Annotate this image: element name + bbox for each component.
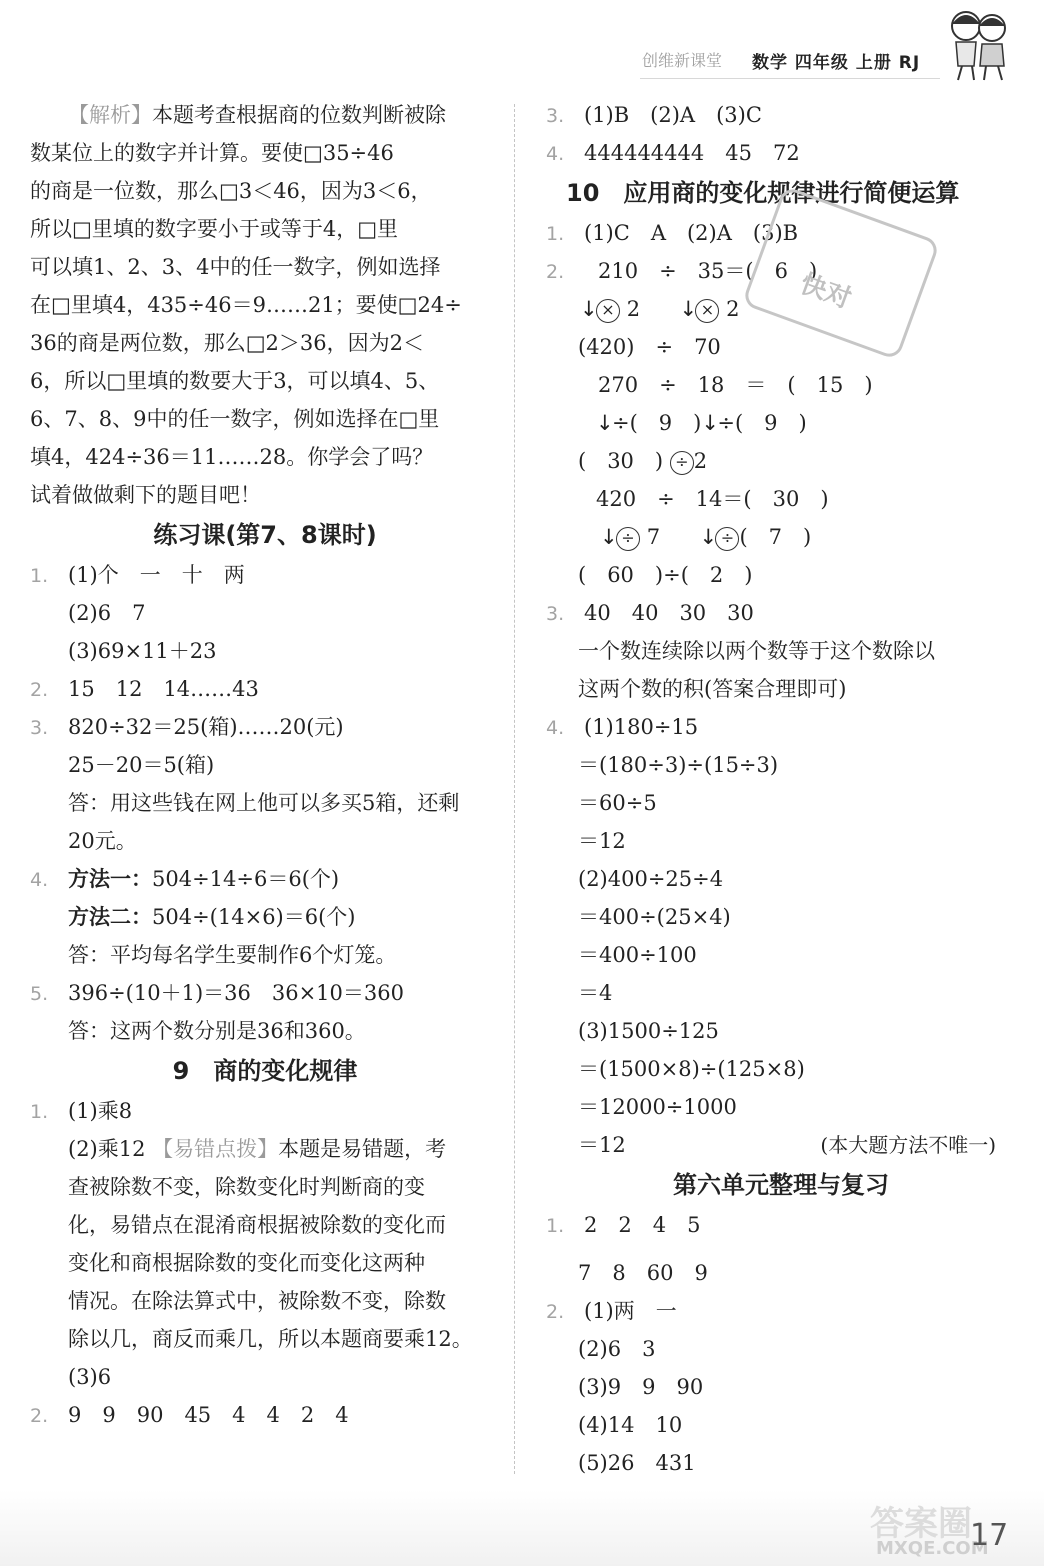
method-label: 方法二：: [68, 904, 152, 929]
page-number: 17: [970, 1518, 1009, 1553]
answer-text: ＝60÷5: [578, 791, 657, 815]
answer-text: ＝12: [578, 1133, 626, 1157]
stamp-text: 快对: [796, 268, 856, 315]
answer-text: 情况。在除法算式中，被除数不变，除数: [68, 1289, 446, 1313]
question-number: 1.: [30, 1101, 49, 1123]
answer-text: 7 8 60 9: [578, 1261, 708, 1285]
answer-text: (2)6 3: [578, 1337, 656, 1361]
question-number: 1.: [546, 1215, 565, 1237]
multiply-circle-icon: ×: [596, 299, 620, 323]
equation-top: 270 ÷ 18 ＝ ( 15 ): [598, 373, 873, 397]
answer-text: (3)9 9 90: [578, 1375, 704, 1399]
equation-top: 210 ÷ 35＝( 6 ): [598, 259, 818, 283]
answer-text: (1)个 一 十 两: [68, 563, 245, 587]
answer-text: 444444444 45 72: [584, 141, 800, 165]
question-number: 2.: [30, 1405, 49, 1427]
down-arrow-icon: ↓: [596, 411, 614, 435]
down-arrow-icon: ↓: [701, 411, 719, 435]
right-column: 3. (1)B (2)A (3)C 4. 444444444 45 72 10 应用商的变化规律进行简便运算 1. (1)C A (2)A (3)B 2. 210 ÷ 35＝( 6 ) ↓ × 2 ↓ × 2 (420) ÷ 70 270 ÷ 18 ＝ ( 15 ) ↓÷( 9 )↓÷( 9 ) ( 30 ) ÷ 2 420 ÷ 14＝( 30 ) ↓ ÷ 7 ↓ ÷ ( 7 ) ( 60 )÷( 2 ) 3. 40 40 30 30 一个数连续除以两个数等于这个数除以 这两个数的积(答案合理即可) 4. (1)180÷15 ＝(180÷3)÷(15÷3) ＝60÷5 ＝12 (2)400÷25÷4 ＝400÷(25×4) ＝400÷100 ＝4 (3)1500÷125 ＝(1500×8)÷(125×8) ＝12000÷1000 ＝12 (本大题方法不唯一) 第六单元整理与复习 1. 2 2 4 5 7 8 60 9 2. (1)两 一 (2)6 3 (3)9 9 90 (4)14 10 (5)26 431: [546, 96, 1016, 1482]
answer-text: 15 12 14……43: [68, 677, 259, 701]
answer-text: 504÷14÷6＝6(个): [152, 867, 340, 891]
answer-text: 这两个数的积(答案合理即可): [578, 677, 847, 701]
answer-text: (3)6: [68, 1365, 112, 1389]
answer-text: 化，易错点在混淆商根据被除数的变化而: [68, 1213, 446, 1237]
answer-text: (1)乘8: [68, 1099, 133, 1123]
question-number: 1.: [30, 565, 49, 587]
answer-text: (5)26 431: [578, 1451, 696, 1475]
answer-text: 除以几，商反而乘几，所以本题商要乘12。: [68, 1327, 473, 1351]
analysis-line: 试着做做剩下的题目吧！: [30, 483, 261, 507]
answer-text: ＝(1500×8)÷(125×8): [578, 1057, 805, 1081]
down-arrow-icon: ↓: [580, 297, 598, 321]
down-arrow-icon: ↓: [600, 525, 618, 549]
method-note: (本大题方法不唯一): [820, 1133, 996, 1157]
answer-text: (2)6 7: [68, 601, 146, 625]
analysis-line: 可以填1、2、3、4中的任一数字，例如选择: [30, 255, 441, 279]
equation-bottom: (420) ÷ 70: [578, 335, 721, 359]
answer-text: 504÷(14×6)＝6(个): [152, 905, 356, 929]
answer-text: (2)400÷25÷4: [578, 867, 724, 891]
answer-text: ＝400÷100: [578, 943, 697, 967]
answer-text: ＝4: [578, 981, 613, 1005]
equation-operators: ↓ × 2 ↓ × 2: [546, 290, 1016, 328]
answer-text: 25－20＝5(箱): [68, 753, 215, 777]
answer-text: ＝12000÷1000: [578, 1095, 737, 1119]
brand-name: 创维新课堂: [642, 51, 723, 70]
answer-text: (3)69×11＋23: [68, 639, 217, 663]
answer-text: (1)B (2)A (3)C: [584, 103, 762, 127]
analysis-line: 36的商是两位数，那么□2＞36，因为2＜: [30, 331, 425, 355]
question-number: 4.: [30, 869, 49, 891]
answer-text: (4)14 10: [578, 1413, 683, 1437]
question-number: 3.: [30, 717, 49, 739]
question-number: 3.: [546, 603, 565, 625]
watermark-url: MXQE.COM: [876, 1538, 989, 1559]
answer-text: 20元。: [68, 829, 137, 853]
section-title: 10 应用商的变化规律进行简便运算: [566, 179, 960, 207]
answer-text: 40 40 30 30: [584, 601, 754, 625]
answer-text: 查被除数不变，除数变化时判断商的变: [68, 1175, 425, 1199]
equation-top: 420 ÷ 14＝( 30 ): [596, 487, 829, 511]
question-number: 3.: [546, 105, 565, 127]
book-info: 数学 四年级 上册 RJ: [752, 53, 921, 73]
question-number: 2.: [546, 1301, 565, 1323]
answer-text: 答：用这些钱在网上他可以多买5箱，还剩: [68, 791, 460, 815]
answer-text: 答：这两个数分别是36和360。: [68, 1019, 366, 1043]
answer-text: ＝(180÷3)÷(15÷3): [578, 753, 779, 777]
analysis-line: 6，所以□里填的数要大于3，可以填4、5、: [30, 369, 440, 393]
answer-text: (1)C A (2)A (3)B: [584, 221, 799, 245]
answer-text: 2 2 4 5: [584, 1213, 701, 1237]
answer-text: (1)180÷15: [584, 715, 699, 739]
equation-operators: ↓÷( 9 )↓÷( 9 ): [546, 404, 1016, 442]
analysis-line: 数某位上的数字并计算。要使□35÷46: [30, 141, 394, 165]
analysis-line: 的商是一位数，那么□3＜46，因为3＜6，: [30, 179, 432, 203]
section-title: 练习课(第7、8课时): [153, 521, 377, 549]
answer-text: ＝12: [578, 829, 626, 853]
method-label: 方法一：: [68, 866, 152, 891]
header-rule: [640, 78, 940, 79]
answer-text: 820÷32＝25(箱)……20(元): [68, 715, 344, 739]
page-header: [0, 0, 1044, 90]
analysis-line: 【解析】本题考查根据商的位数判断被除: [68, 103, 446, 127]
question-number: 1.: [546, 223, 565, 245]
answer-text: (2)乘12: [68, 1137, 153, 1161]
answer-text: 变化和商根据除数的变化而变化这两种: [68, 1251, 425, 1275]
question-number: 2.: [30, 679, 49, 701]
analysis-line: 所以□里填的数字要小于或等于4，□里: [30, 217, 399, 241]
analysis-line: 在□里填4，435÷46＝9……21；要使□24÷: [30, 293, 462, 317]
analysis-tag: 【解析】: [68, 103, 152, 127]
equation-bottom: ( 30 ): [578, 449, 664, 473]
section-title: 9 商的变化规律: [172, 1057, 358, 1085]
divide-circle-icon: ÷: [715, 527, 739, 551]
left-column: 【解析】本题考查根据商的位数判断被除 数某位上的数字并计算。要使□35÷46 的商是一位数，那么□3＜46，因为3＜6， 所以□里填的数字要小于或等于4，□里 可以填1、2、3、4中的任一数字，例如选择 在□里填4，435÷46＝9……21；要使□24÷ 36的商是两位数，那么□2＞36，因为2＜ 6，所以□里填的数要大于3，可以填4、5、 6、7、8、9中的任一数字，例如选择在□里 填4，424÷36＝11……28。你学会了吗？ 试着做做剩下的题目吧！ 练习课(第7、8课时) 1. (1)个 一 十 两 (2)6 7 (3)69×11＋23 2. 15 12 14……43 3. 820÷32＝25(箱)……20(元) 25－20＝5(箱) 答：用这些钱在网上他可以多买5箱，还剩 20元。 4. 方法一：504÷14÷6＝6(个) 方法二：504÷(14×6)＝6(个) 答：平均每名学生要制作6个灯笼。 5. 396÷(10＋1)＝36 36×10＝360 答：这两个数分别是36和360。 9 商的变化规律 1. (1)乘8 (2)乘12 【易错点拨】本题是易错题，考 查被除数不变，除数变化时判断商的变 化，易错点在混淆商根据被除数的变化而 变化和商根据除数的变化而变化这两种 情况。在除法算式中，被除数不变，除数 除以几，商反而乘几，所以本题商要乘12。 (3)6 2. 9 9 90 45 4 4 2 4: [30, 96, 500, 1434]
answer-text: 396÷(10＋1)＝36 36×10＝360: [68, 981, 404, 1005]
question-number: 5.: [30, 983, 49, 1005]
equation-bottom: ( 60 )÷( 2 ): [578, 563, 753, 587]
divide-circle-icon: ÷: [670, 451, 694, 475]
answer-text: ＝400÷(25×4): [578, 905, 731, 929]
analysis-line: 填4，424÷36＝11……28。你学会了吗？: [30, 445, 434, 469]
column-divider: [514, 104, 515, 1474]
answer-text: 9 9 90 45 4 4 2 4: [68, 1403, 349, 1427]
divide-circle-icon: ÷: [616, 527, 640, 551]
question-number: 4.: [546, 717, 565, 739]
down-arrow-icon: ↓: [699, 525, 718, 549]
multiply-circle-icon: ×: [695, 299, 719, 323]
question-number: 2.: [546, 261, 565, 283]
analysis-line: 6、7、8、9中的任一数字，例如选择在□里: [30, 407, 440, 431]
down-arrow-icon: ↓: [679, 297, 698, 321]
watermark-logo: 答案圈: [870, 1504, 972, 1544]
section-title: 第六单元整理与复习: [673, 1171, 889, 1199]
equation-operators: ↓ ÷ 7 ↓ ÷ ( 7 ): [546, 518, 1016, 556]
answer-text: 答：平均每名学生要制作6个灯笼。: [68, 943, 397, 967]
error-tip-tag: 【易错点拨】: [152, 1137, 279, 1161]
answer-text: (1)两 一: [584, 1299, 677, 1323]
answer-text: 一个数连续除以两个数等于这个数除以: [578, 639, 935, 663]
question-number: 4.: [546, 143, 565, 165]
mascot-kids-icon: [944, 4, 1014, 82]
answer-text: (3)1500÷125: [578, 1019, 719, 1043]
